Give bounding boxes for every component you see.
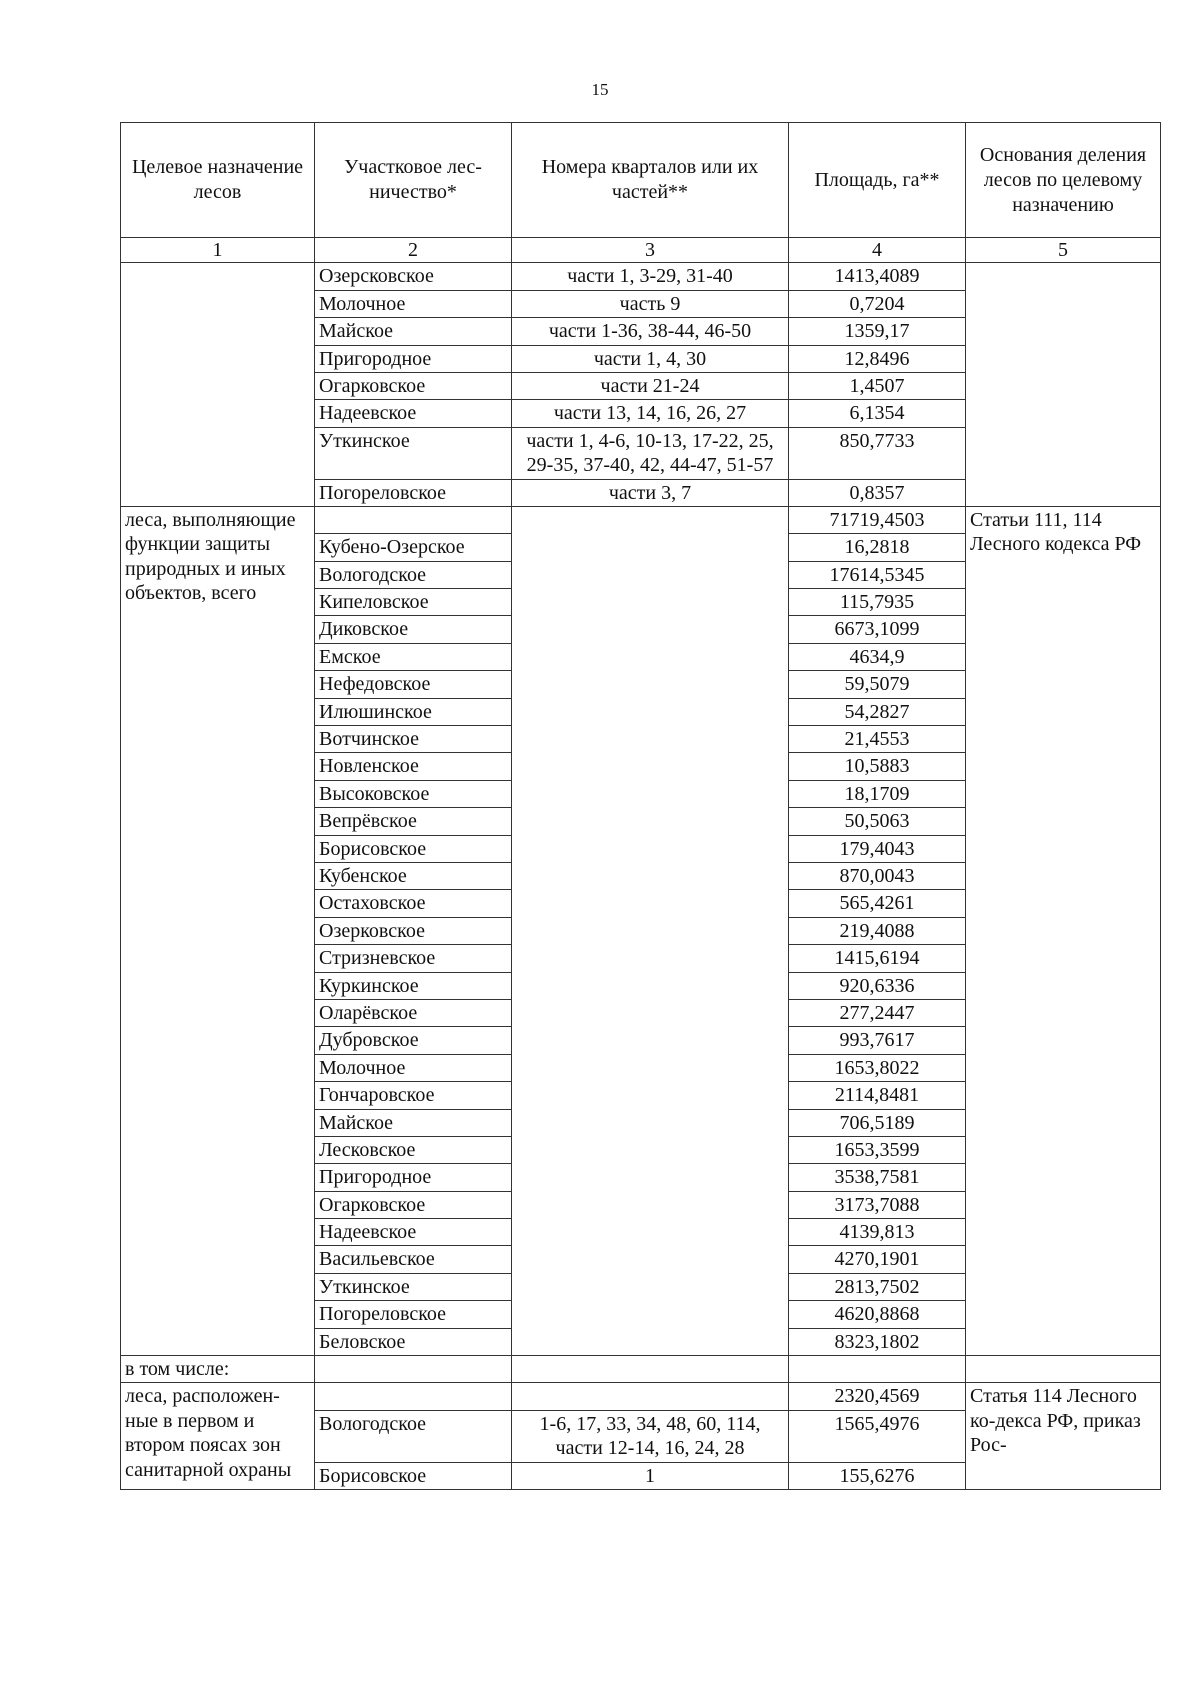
forestry-name: Молочное xyxy=(315,290,512,317)
area-value: 4620,8868 xyxy=(789,1301,966,1328)
forestry-name: Лесковское xyxy=(315,1136,512,1163)
area-value: 4139,813 xyxy=(789,1219,966,1246)
area-value: 50,5063 xyxy=(789,808,966,835)
forestry-name: Илюшинское xyxy=(315,698,512,725)
forestry-name: Майское xyxy=(315,318,512,345)
quarter-numbers: части 3, 7 xyxy=(512,479,789,506)
quarter-numbers-empty xyxy=(512,506,789,1355)
area-value: 4634,9 xyxy=(789,643,966,670)
forestry-name: Уткинское xyxy=(315,427,512,479)
header-purpose: Целевое назначение лесов xyxy=(121,123,315,238)
purpose-protective-forests: леса, выполняющие функции защиты природных и иных объектов, всего xyxy=(121,506,315,1355)
area-value: 59,5079 xyxy=(789,671,966,698)
area-value: 179,4043 xyxy=(789,835,966,862)
basis-article-114: Статья 114 Лесного ко-декса РФ, приказ Рос- xyxy=(966,1383,1161,1490)
empty-cell xyxy=(966,1356,1161,1383)
forestry-name: Вотчинское xyxy=(315,726,512,753)
forestry-name: Остаховское xyxy=(315,890,512,917)
forestry-name: Вологодское xyxy=(315,561,512,588)
table-row xyxy=(121,263,1161,290)
area-value: 3173,7088 xyxy=(789,1191,966,1218)
forestry-name: Надеевское xyxy=(315,1219,512,1246)
forestry-name: Озерсковское xyxy=(315,263,512,290)
forestry-name: Новленское xyxy=(315,753,512,780)
quarter-numbers-empty xyxy=(512,1383,789,1410)
area-value: 12,8496 xyxy=(789,345,966,372)
empty-cell xyxy=(315,1356,512,1383)
forestry-name: Молочное xyxy=(315,1054,512,1081)
empty-cell xyxy=(789,1356,966,1383)
column-number: 5 xyxy=(966,238,1161,263)
empty-cell xyxy=(512,1356,789,1383)
table-row xyxy=(121,506,1161,533)
basis-cell-empty xyxy=(966,263,1161,507)
header-quarters: Номера кварталов или их частей** xyxy=(512,123,789,238)
area-value: 565,4261 xyxy=(789,890,966,917)
header-area: Площадь, га** xyxy=(789,123,966,238)
area-value: 3538,7581 xyxy=(789,1164,966,1191)
forestry-name: Погореловское xyxy=(315,479,512,506)
total-area-value: 2320,4569 xyxy=(789,1383,966,1410)
column-number-row xyxy=(121,238,1161,263)
forestry-name: Огарковское xyxy=(315,1191,512,1218)
forestry-name: Пригородное xyxy=(315,345,512,372)
column-number: 2 xyxy=(315,238,512,263)
quarter-numbers: 1-6, 17, 33, 34, 48, 60, 114, части 12-14, 16, 24, 28 xyxy=(512,1410,789,1462)
quarter-numbers: 1 xyxy=(512,1462,789,1489)
forestry-name: Уткинское xyxy=(315,1273,512,1300)
area-value: 18,1709 xyxy=(789,780,966,807)
forestry-name: Пригородное xyxy=(315,1164,512,1191)
header-basis: Основания деления лесов по целевому назначению xyxy=(966,123,1161,238)
forestry-name: Дубровское xyxy=(315,1027,512,1054)
forestry-name-empty xyxy=(315,506,512,533)
forestry-name: Нефедовское xyxy=(315,671,512,698)
area-value: 0,7204 xyxy=(789,290,966,317)
total-area-value: 71719,4503 xyxy=(789,506,966,533)
forestry-name-empty xyxy=(315,1383,512,1410)
area-value: 8323,1802 xyxy=(789,1328,966,1355)
area-value: 4270,1901 xyxy=(789,1246,966,1273)
area-value: 2813,7502 xyxy=(789,1273,966,1300)
forestry-name: Васильевское xyxy=(315,1246,512,1273)
forestry-name: Кипеловское xyxy=(315,589,512,616)
quarter-numbers: части 1, 4, 30 xyxy=(512,345,789,372)
forestry-name: Огарковское xyxy=(315,372,512,399)
quarter-numbers: части 21-24 xyxy=(512,372,789,399)
forestry-name: Борисовское xyxy=(315,835,512,862)
forestry-name: Оларёвское xyxy=(315,999,512,1026)
area-value: 1359,17 xyxy=(789,318,966,345)
header-forestry: Участковое лес-ничество* xyxy=(315,123,512,238)
area-value: 1,4507 xyxy=(789,372,966,399)
area-value: 850,7733 xyxy=(789,427,966,479)
area-value: 1653,3599 xyxy=(789,1136,966,1163)
purpose-cell-empty xyxy=(121,263,315,507)
column-number: 4 xyxy=(789,238,966,263)
forest-purpose-table xyxy=(120,122,1161,1490)
forestry-name: Высоковское xyxy=(315,780,512,807)
area-value: 17614,5345 xyxy=(789,561,966,588)
forestry-name: Надеевское xyxy=(315,400,512,427)
area-value: 706,5189 xyxy=(789,1109,966,1136)
area-value: 219,4088 xyxy=(789,917,966,944)
column-number: 1 xyxy=(121,238,315,263)
forestry-name: Емское xyxy=(315,643,512,670)
forestry-name: Стризневское xyxy=(315,945,512,972)
area-value: 993,7617 xyxy=(789,1027,966,1054)
including-label: в том числе: xyxy=(121,1356,315,1383)
quarter-numbers: части 13, 14, 16, 26, 27 xyxy=(512,400,789,427)
quarter-numbers: части 1, 4-6, 10-13, 17-22, 25, 29-35, 37-40, 42, 44-47, 51-57 xyxy=(512,427,789,479)
table-row xyxy=(121,1383,1161,1410)
page-number: 15 xyxy=(591,80,609,99)
area-value: 115,7935 xyxy=(789,589,966,616)
forestry-name: Гончаровское xyxy=(315,1082,512,1109)
basis-articles: Статьи 111, 114 Лесного кодекса РФ xyxy=(966,506,1161,1355)
table-body xyxy=(121,263,1161,1490)
forestry-name: Погореловское xyxy=(315,1301,512,1328)
area-value: 277,2447 xyxy=(789,999,966,1026)
forestry-name: Борисовское xyxy=(315,1462,512,1489)
area-value: 1565,4976 xyxy=(789,1410,966,1462)
area-value: 10,5883 xyxy=(789,753,966,780)
quarter-numbers: части 1, 3-29, 31-40 xyxy=(512,263,789,290)
area-value: 54,2827 xyxy=(789,698,966,725)
area-value: 1415,6194 xyxy=(789,945,966,972)
area-value: 1653,8022 xyxy=(789,1054,966,1081)
area-value: 6673,1099 xyxy=(789,616,966,643)
area-value: 0,8357 xyxy=(789,479,966,506)
purpose-sanitary-zones: леса, расположен-ные в первом и втором поясах зон санитарной охраны xyxy=(121,1383,315,1490)
area-value: 870,0043 xyxy=(789,862,966,889)
forestry-name: Озерковское xyxy=(315,917,512,944)
area-value: 1413,4089 xyxy=(789,263,966,290)
area-value: 6,1354 xyxy=(789,400,966,427)
forestry-name: Вологодское xyxy=(315,1410,512,1462)
column-number: 3 xyxy=(512,238,789,263)
area-value: 2114,8481 xyxy=(789,1082,966,1109)
area-value: 21,4553 xyxy=(789,726,966,753)
area-value: 920,6336 xyxy=(789,972,966,999)
forestry-name: Вепрёвское xyxy=(315,808,512,835)
table-row xyxy=(121,1356,1161,1383)
area-value: 16,2818 xyxy=(789,534,966,561)
quarter-numbers: часть 9 xyxy=(512,290,789,317)
forestry-name: Кубено-Озерское xyxy=(315,534,512,561)
quarter-numbers: части 1-36, 38-44, 46-50 xyxy=(512,318,789,345)
forestry-name: Беловское xyxy=(315,1328,512,1355)
forestry-name: Диковское xyxy=(315,616,512,643)
forestry-name: Куркинское xyxy=(315,972,512,999)
forestry-name: Майское xyxy=(315,1109,512,1136)
forestry-name: Кубенское xyxy=(315,862,512,889)
area-value: 155,6276 xyxy=(789,1462,966,1489)
